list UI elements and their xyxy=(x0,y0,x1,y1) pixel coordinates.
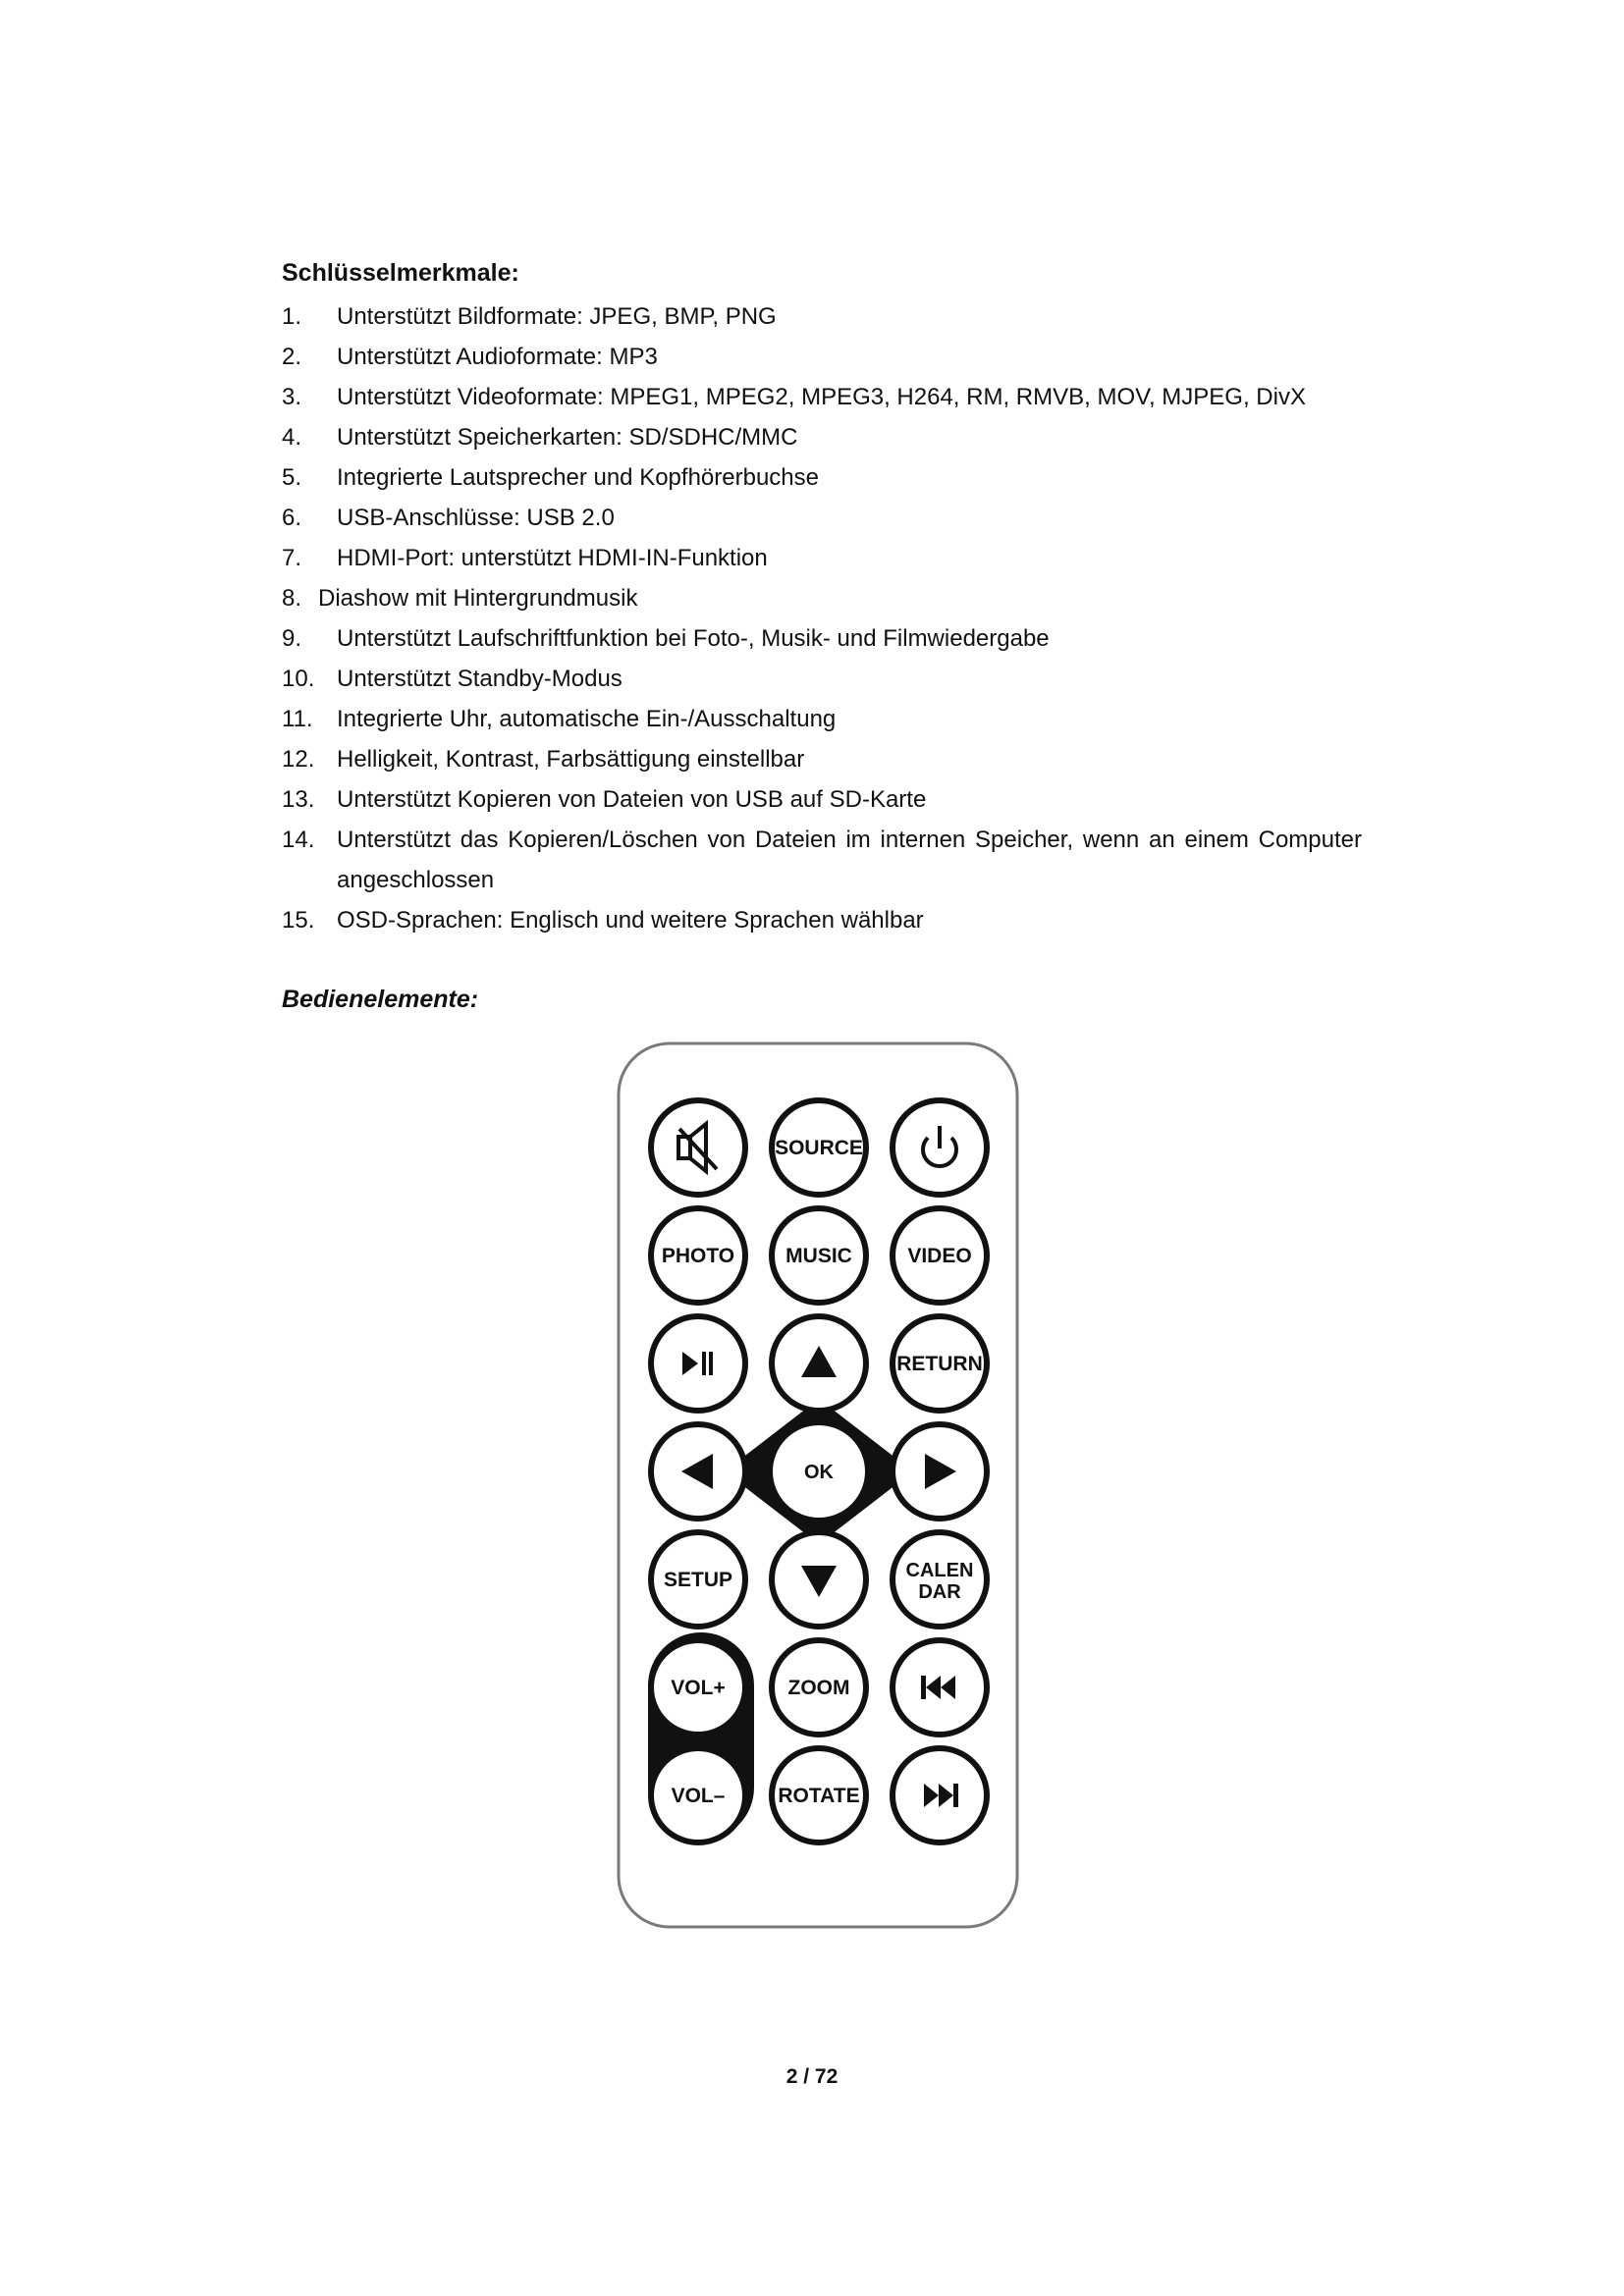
photo-label: PHOTO xyxy=(661,1245,735,1267)
photo-button[interactable] xyxy=(651,1208,745,1303)
video-button[interactable] xyxy=(893,1208,987,1303)
list-item-text: Unterstützt Standby-Modus xyxy=(337,666,623,692)
list-item xyxy=(282,820,1362,900)
list-item-number: 1. xyxy=(282,303,302,330)
list-item xyxy=(282,900,1362,940)
list-item-number: 5. xyxy=(282,464,302,491)
controls-heading: Bedienelemente: xyxy=(282,986,479,1013)
calendar-label-line2: DAR xyxy=(918,1581,961,1603)
list-item-number: 13. xyxy=(282,786,315,813)
rotate-button[interactable] xyxy=(772,1748,866,1842)
list-item-text: Unterstützt Laufschriftfunktion bei Foto-, Musik- und Filmwiedergabe xyxy=(337,625,1050,652)
list-item xyxy=(282,739,1362,779)
list-item-text: Unterstützt Videoformate: MPEG1, MPEG2, MPEG3, H264, RM, RMVB, MOV, MJPEG, DivX xyxy=(337,384,1306,410)
list-item-number: 10. xyxy=(282,666,315,692)
list-item-number: 11. xyxy=(282,706,313,732)
list-item xyxy=(282,377,1362,417)
remote-control xyxy=(611,1036,1023,1939)
source-label: SOURCE xyxy=(775,1137,863,1159)
ok-label: OK xyxy=(804,1462,834,1483)
play-pause-button[interactable] xyxy=(651,1316,745,1411)
video-label: VIDEO xyxy=(907,1245,972,1267)
calendar-button[interactable] xyxy=(893,1532,987,1627)
setup-label: SETUP xyxy=(663,1569,733,1591)
volume-up-button[interactable] xyxy=(651,1640,745,1735)
zoom-button[interactable] xyxy=(772,1640,866,1735)
next-button[interactable] xyxy=(893,1748,987,1842)
list-item-text: Diashow mit Hintergrundmusik xyxy=(318,585,638,612)
list-item xyxy=(282,457,1362,498)
list-item-number: 6. xyxy=(282,505,302,531)
list-item xyxy=(282,699,1362,739)
up-button[interactable] xyxy=(772,1316,866,1411)
list-item-text: Unterstützt Bildformate: JPEG, BMP, PNG xyxy=(337,303,777,330)
features-heading: Schlüsselmerkmale: xyxy=(282,259,519,287)
mute-button[interactable] xyxy=(651,1100,745,1195)
list-item xyxy=(282,578,1362,618)
list-item xyxy=(282,659,1362,699)
calendar-label-line1: CALEN xyxy=(905,1560,974,1581)
features-list xyxy=(282,296,1362,940)
volume-down-button[interactable] xyxy=(651,1748,745,1842)
list-item-text: HDMI-Port: unterstützt HDMI-IN-Funktion xyxy=(337,545,768,571)
setup-button[interactable] xyxy=(651,1532,745,1627)
return-button[interactable] xyxy=(893,1316,987,1411)
list-item-text: Integrierte Uhr, automatische Ein-/Ausschaltung xyxy=(337,706,837,732)
return-label: RETURN xyxy=(896,1353,983,1375)
list-item-text: Unterstützt Audioformate: MP3 xyxy=(337,344,658,370)
music-button[interactable] xyxy=(772,1208,866,1303)
list-item-number: 9. xyxy=(282,625,302,652)
rotate-label: ROTATE xyxy=(778,1785,860,1807)
list-item-text: Unterstützt das Kopieren/Löschen von Dateien im internen Speicher, wenn an einem Computer angeschlossen xyxy=(337,827,1362,893)
list-item-text: Unterstützt Kopieren von Dateien von USB auf SD-Karte xyxy=(337,786,927,813)
list-item-text: Helligkeit, Kontrast, Farbsättigung einstellbar xyxy=(337,746,805,773)
list-item-number: 7. xyxy=(282,545,302,571)
previous-button[interactable] xyxy=(893,1640,987,1735)
list-item-text: OSD-Sprachen: Englisch und weitere Sprachen wählbar xyxy=(337,907,924,934)
music-label: MUSIC xyxy=(785,1245,852,1267)
list-item-text: USB-Anschlüsse: USB 2.0 xyxy=(337,505,615,531)
power-button[interactable] xyxy=(893,1100,987,1195)
list-item-number: 8. xyxy=(282,585,302,612)
list-item-number: 15. xyxy=(282,907,315,934)
list-item xyxy=(282,417,1362,457)
list-item-number: 12. xyxy=(282,746,315,773)
list-item xyxy=(282,618,1362,659)
list-item xyxy=(282,337,1362,377)
source-button[interactable] xyxy=(772,1100,866,1195)
list-item-number: 2. xyxy=(282,344,302,370)
volume-down-label: VOL– xyxy=(671,1785,726,1807)
down-button[interactable] xyxy=(772,1532,866,1627)
list-item xyxy=(282,498,1362,538)
list-item-number: 3. xyxy=(282,384,302,410)
left-button[interactable] xyxy=(651,1424,745,1519)
ok-button[interactable] xyxy=(770,1422,868,1521)
list-item xyxy=(282,538,1362,578)
list-item xyxy=(282,296,1362,337)
list-item-text: Integrierte Lautsprecher und Kopfhörerbuchse xyxy=(337,464,819,491)
right-button[interactable] xyxy=(893,1424,987,1519)
list-item-number: 14. xyxy=(282,827,315,853)
list-item-number: 4. xyxy=(282,424,302,451)
volume-up-label: VOL+ xyxy=(671,1677,726,1699)
page-number: 2 / 72 xyxy=(785,2065,839,2088)
list-item xyxy=(282,779,1362,820)
list-item-text: Unterstützt Speicherkarten: SD/SDHC/MMC xyxy=(337,424,798,451)
zoom-label: ZOOM xyxy=(787,1677,850,1699)
